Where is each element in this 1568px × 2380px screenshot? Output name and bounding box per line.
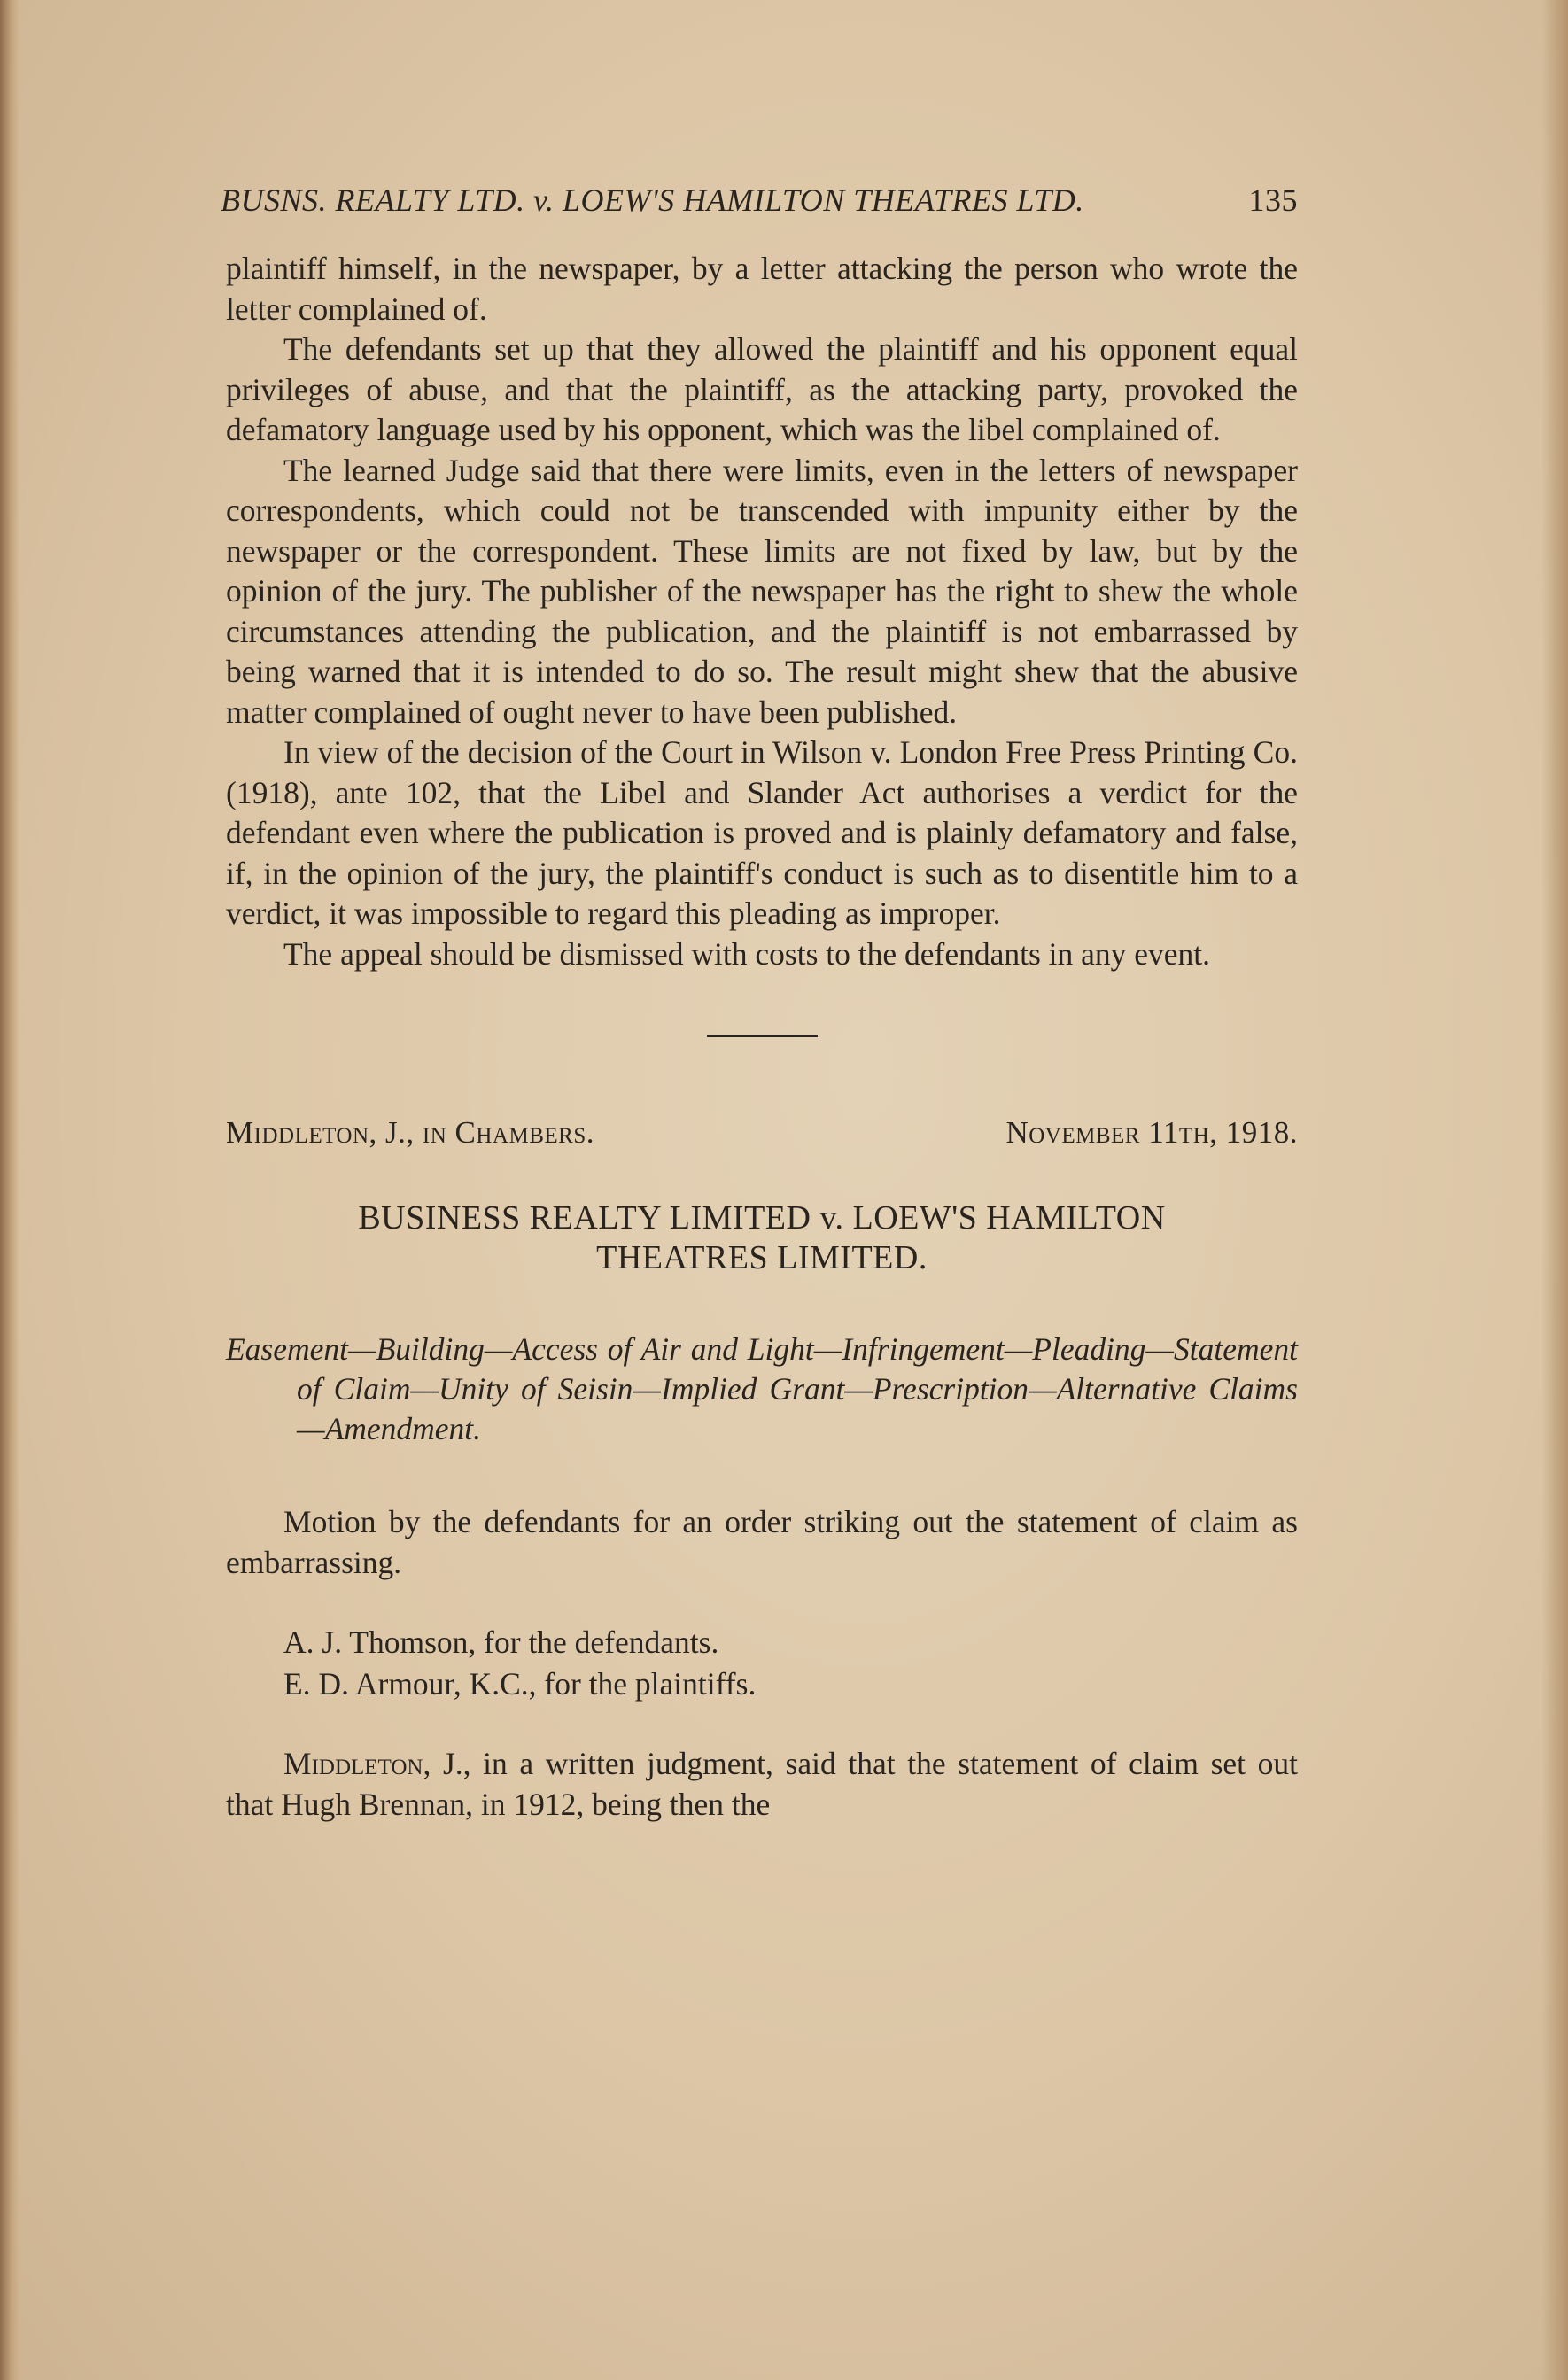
case-title-line-1: BUSINESS REALTY LIMITED v. LOEW'S HAMILTON: [358, 1199, 1166, 1237]
counsel-list: [226, 1622, 1298, 1705]
counsel-defendants: A. J. Thomson, for the defendants.: [283, 1624, 719, 1660]
case-date: November 11th, 1918.: [1005, 1115, 1298, 1150]
case-title: [226, 1198, 1298, 1278]
court-line: [226, 1115, 1298, 1151]
paragraph-judge-opinion: The learned Judge said that there were limits, even in the letters of newspaper correspondents, which could not be transcended with impunity either by the newspaper or the correspondent. These limits are not fixed by law, but by the opinion of the jury. The publisher of the newspaper has the right to shew the whole circumstances attending the publication, and the plaintiff is not embarrassed by being warned that it is intended to do so. The result might shew that the abusive matter complained of ought never to have been published.: [226, 452, 1298, 730]
running-head-title: BUSNS. REALTY LTD. v. LOEW'S HAMILTON THEATRES LTD.: [221, 182, 1084, 218]
court-name: Middleton, J., in Chambers.: [226, 1115, 594, 1150]
headnote: Easement—Building—Access of Air and Light—Infringement—Pleading—Statement of Claim—Unity of Seisin—Implied Grant—Prescription—Alternative Claims—Amendment.: [226, 1331, 1298, 1446]
motion-paragraph: Motion by the defendants for an order striking out the statement of claim as embarrassing.: [226, 1504, 1298, 1580]
counsel-plaintiffs: E. D. Armour, K.C., for the plaintiffs.: [283, 1666, 757, 1702]
page-number: 135: [1248, 182, 1298, 218]
paragraph-continuation: plaintiff himself, in the newspaper, by a letter attacking the person who wrote the letter complained of.: [226, 251, 1298, 327]
section-divider: [707, 1035, 818, 1037]
page-binding-shadow: [0, 0, 19, 2380]
paragraph-defence: The defendants set up that they allowed the plaintiff and his opponent equal privileges of abuse, and that the plaintiff, as the attacking party, provoked the defamatory language used by his opponent, which was the libel complained of.: [226, 331, 1298, 447]
page-edge-shadow: [1541, 0, 1568, 2380]
page-content: [221, 182, 1298, 1825]
running-head: [221, 182, 1298, 219]
judgment-text: , J., in a written judgment, said that the statement of claim set out that Hugh Brennan, in 1912, being then the: [226, 1746, 1298, 1822]
paragraph-precedent: In view of the decision of the Court in Wilson v. London Free Press Printing Co. (1918), ante 102, that the Libel and Slander Act authorises a verdict for the defendant even where the publication is proved and is plainly defamatory and false, if, in the opinion of the jury, the plaintiff's conduct is such as to disentitle him to a verdict, it was impossible to regard this pleading as improper.: [226, 734, 1298, 931]
paragraph-disposition: The appeal should be dismissed with costs to the defendants in any event.: [283, 935, 1211, 972]
judgment-paragraph: [226, 1744, 1298, 1825]
case-title-line-2: THEATRES LIMITED.: [596, 1239, 928, 1276]
judgment-judge-name: Middleton: [283, 1746, 423, 1781]
